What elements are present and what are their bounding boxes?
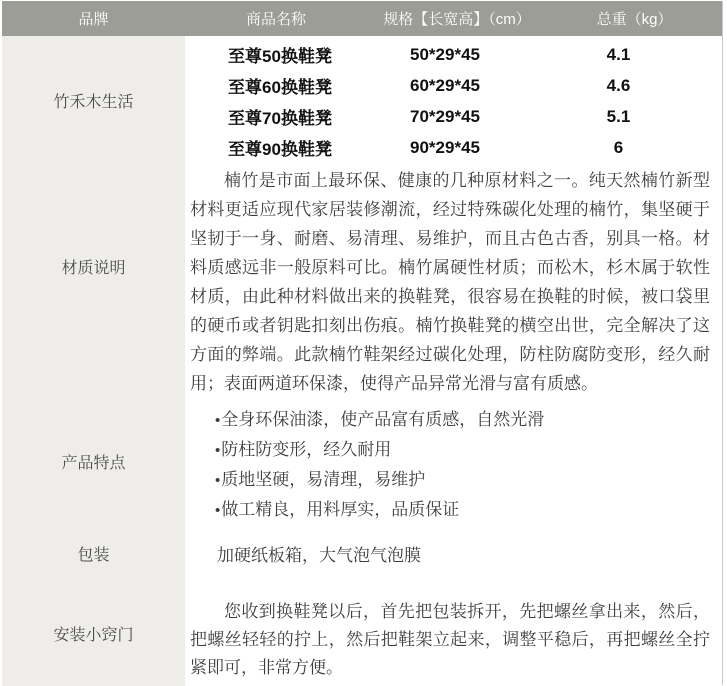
features-list — [185, 396, 722, 525]
table-row — [185, 132, 722, 163]
section-features — [2, 396, 722, 526]
product-weight: 6 — [613, 137, 624, 157]
installation-content — [185, 581, 722, 686]
product-spec-table — [2, 1, 723, 685]
product-name: 至尊50换鞋凳 — [228, 47, 332, 66]
product-weight: 4.6 — [606, 75, 631, 95]
product-spec: 70*29*45 — [410, 106, 480, 126]
packaging-content — [185, 526, 722, 581]
table-row — [185, 101, 722, 132]
list-item — [215, 465, 712, 495]
packaging-label: 包装 — [77, 547, 110, 564]
product-name: 至尊90换鞋凳 — [228, 140, 332, 159]
installation-label: 安装小窍门 — [53, 627, 134, 644]
brand-name: 竹禾木生活 — [53, 93, 134, 111]
features-label: 产品特点 — [61, 454, 126, 472]
product-weight: 5.1 — [606, 106, 631, 126]
table-row — [185, 39, 722, 70]
product-name: 至尊70换鞋凳 — [228, 109, 332, 128]
section-material — [2, 164, 722, 396]
header-product-name: 商品名称 — [245, 11, 306, 28]
header-spec: 规格【长宽高】（cm） — [383, 11, 531, 28]
table-row — [185, 70, 722, 101]
packaging-label-cell — [2, 526, 185, 581]
product-weight: 4.1 — [606, 44, 631, 64]
bullet-icon: • — [215, 502, 221, 519]
list-item — [215, 495, 712, 525]
feature-text: 做工精良，用料厚实，品质保证 — [221, 500, 460, 519]
header-weight: 总重（kg） — [596, 11, 673, 28]
bullet-icon: • — [215, 442, 221, 459]
feature-text: 全身环保油漆，使产品富有质感，自然光滑 — [221, 410, 545, 429]
section-installation — [2, 581, 722, 686]
product-spec: 90*29*45 — [410, 137, 480, 157]
bullet-icon: • — [215, 412, 221, 429]
material-content — [185, 164, 722, 396]
features-label-cell — [2, 396, 185, 526]
packaging-text: 加硬纸板箱，大气泡气泡膜 — [217, 546, 421, 565]
installation-text: 您收到换鞋凳以后，首先把包装拆开，先把螺丝拿出来，然后，把螺丝轻轻的拧上，然后把鞋架立起来，调整平稳后，再把螺丝全拧紧即可，非常方便。 — [190, 602, 710, 677]
table-header-row — [2, 1, 722, 36]
list-item — [215, 435, 712, 465]
installation-label-cell — [2, 581, 185, 686]
bullet-icon: • — [215, 472, 221, 489]
list-item — [215, 405, 712, 435]
material-label: 材质说明 — [61, 259, 126, 277]
header-brand: 品牌 — [78, 11, 109, 28]
product-name: 至尊60换鞋凳 — [228, 78, 332, 97]
section-products — [2, 36, 722, 164]
product-spec: 50*29*45 — [410, 44, 480, 64]
feature-text: 质地坚硬，易清理，易维护 — [221, 470, 426, 489]
brand-name-cell — [2, 36, 185, 164]
product-spec: 60*29*45 — [410, 75, 480, 95]
feature-text: 防柱防变形，经久耐用 — [221, 440, 392, 459]
features-content — [185, 396, 722, 526]
section-packaging — [2, 526, 722, 581]
material-label-cell — [2, 164, 185, 396]
material-text: 楠竹是市面上最环保、健康的几种原材料之一。纯天然楠竹新型材料更适应现代家居装修潮流，经过特殊碳化处理的楠竹，集坚硬于坚韧于一身、耐磨、易清理、易维护，而且古色古香，别具一格。材料质感远非一般原料可比。楠竹属硬性材质；而松木，杉木属于软性材质，由此种材料做出来的换鞋凳，很容易在换鞋的时候，被口袋里的硬币或者钥匙扣刻出伤痕。楠竹换鞋凳的横空出世，完全解决了这方面的弊端。此款楠竹鞋架经过碳化处理，防柱防腐防变形，经久耐用；表面两道环保漆，使得产品异常光滑与富有质感。 — [190, 171, 710, 393]
product-rows — [185, 36, 722, 164]
